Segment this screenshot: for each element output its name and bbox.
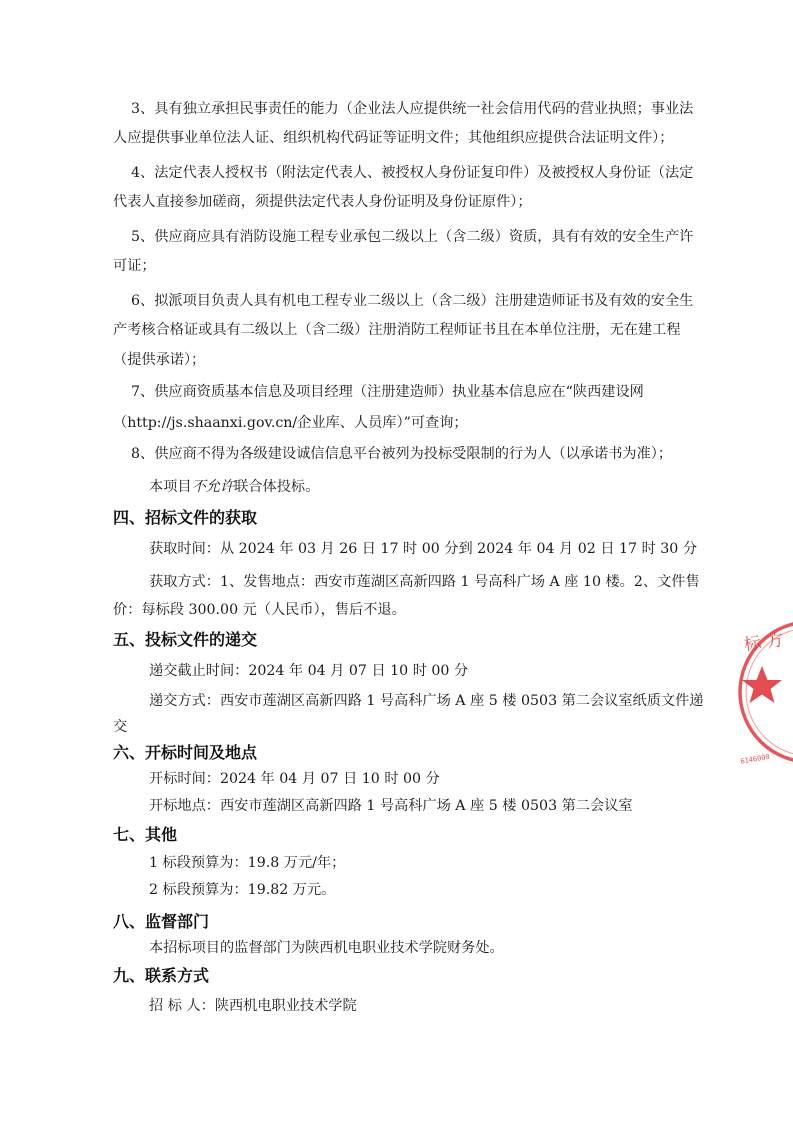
section-8-heading: 八、监督部门	[113, 912, 210, 931]
section-6-heading: 六、开标时间及地点	[113, 743, 258, 762]
req-3-line-2: 人应提供事业单位法人证、组织机构代码证等证明文件；其他组织应提供合法证明文件）；	[113, 130, 674, 146]
submit-method-line-1: 递交方式：西安市莲湖区高新四路 1 号高科广场 A 座 5 楼 0503 第二会议室纸质文件递	[149, 693, 704, 709]
official-seal	[732, 612, 793, 774]
consortium-post: 联合体投标。	[234, 479, 320, 495]
budget-lot-1: 1 标段预算为：19.8 万元/年；	[149, 855, 346, 871]
seal-text: 标 方	[742, 630, 785, 656]
opening-place: 开标地点：西安市莲湖区高新四路 1 号高科广场 A 座 5 楼 0503 第二会议室	[149, 798, 633, 814]
req-4-line-2: 代表人直接参加磋商，须提供法定代表人身份证明及身份证原件）；	[113, 194, 532, 210]
budget-lot-2: 2 标段预算为：19.82 万元。	[149, 882, 336, 898]
req-5-line-1: 5、供应商应具有消防设施工程专业承包二级以上（含二级）资质，具有有效的安全生产许	[131, 229, 694, 245]
seal-star-icon	[742, 666, 782, 703]
consortium-em: 不允许	[191, 479, 235, 495]
req-8-line-1: 8、供应商不得为各级建设诚信信息平台被列为投标受限制的行为人（以承诺书为准）；	[131, 446, 673, 462]
req-7-line-2: （http://js.shaanxi.gov.cn/企业库、人员库）”可查询；	[113, 415, 468, 431]
consortium-note	[149, 477, 319, 497]
supervision-text: 本招标项目的监督部门为陕西机电职业技术学院财务处。	[149, 940, 504, 956]
acquire-time: 获取时间：从 2024 年 03 月 26 日 17 时 00 分到 2024 年 04 月 02 日 17 时 30 分	[149, 541, 698, 557]
seal-graphic	[732, 612, 793, 774]
section-7-heading: 七、其他	[113, 825, 178, 844]
submit-deadline: 递交截止时间：2024 年 04 月 07 日 10 时 00 分	[149, 663, 469, 679]
section-4-heading: 四、招标文件的获取	[113, 508, 258, 527]
submit-method-line-2: 交	[113, 719, 128, 735]
section-5-heading: 五、投标文件的递交	[113, 630, 258, 649]
opening-time: 开标时间：2024 年 04 月 07 日 10 时 00 分	[149, 771, 440, 787]
req-5-line-2: 可证；	[113, 258, 156, 274]
req-6-line-1: 6、拟派项目负责人具有机电工程专业二级以上（含二级）注册建造师证书及有效的安全生	[131, 293, 694, 309]
section-9-heading: 九、联系方式	[113, 966, 210, 985]
req-3-line-1: 3、具有独立承担民事责任的能力（企业法人应提供统一社会信用代码的营业执照；事业法	[131, 101, 694, 117]
req-4-line-1: 4、法定代表人授权书（附法定代表人、被授权人身份证复印件）及被授权人身份证（法定	[131, 165, 694, 181]
req-7-line-1: 7、供应商资质基本信息及项目经理（注册建造师）执业基本信息应在“陕西建设网	[131, 384, 644, 400]
req-6-line-3: （提供承诺）；	[113, 352, 206, 368]
acquire-method-line-2: 价：每标段 300.00 元（人民币），售后不退。	[113, 602, 406, 618]
acquire-method-line-1: 获取方式：1、发售地点：西安市莲湖区高新四路 1 号高科广场 A 座 10 楼。2、文件售	[149, 574, 700, 590]
seal-code: 6146000	[739, 752, 771, 766]
consortium-pre: 本项目	[149, 479, 192, 495]
req-6-line-2: 产考核合格证或具有二级以上（含二级）注册消防工程师证书且在本单位注册，无在建工程	[113, 322, 681, 338]
tenderer-line: 招 标 人：陕西机电职业技术学院	[149, 998, 357, 1014]
